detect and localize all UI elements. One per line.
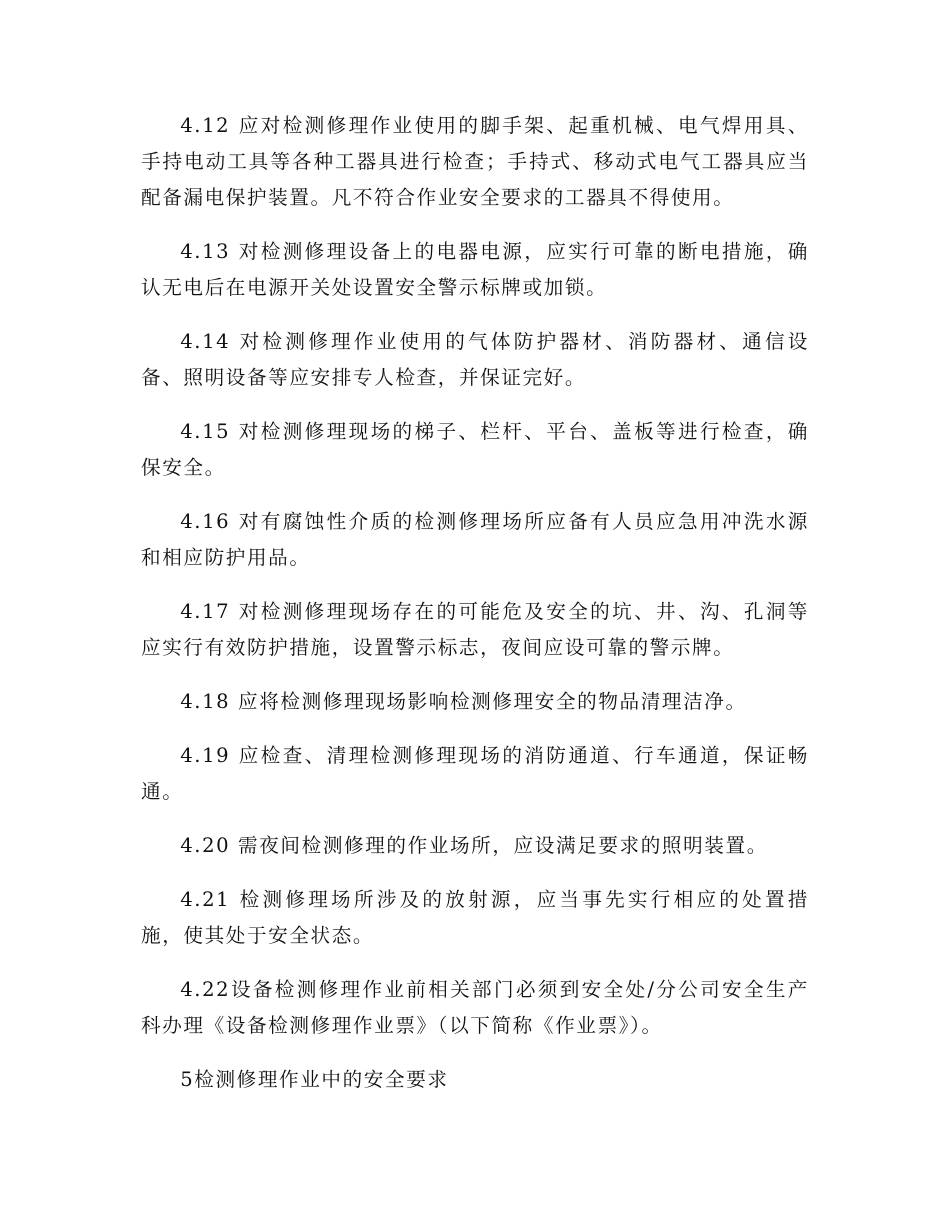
paragraph-4-21: 4.21 检测修理场所涉及的放射源，应当事先实行相应的处置措施，使其处于安全状态。 bbox=[141, 888, 809, 947]
paragraph-4-15: 4.15 对检测修理现场的梯子、栏杆、平台、盖板等进行检查，确保安全。 bbox=[141, 420, 809, 479]
paragraph-4-19: 4.19 应检查、清理检测修理现场的消防通道、行车通道，保证畅通。 bbox=[141, 744, 809, 803]
paragraph-4-16: 4.16 对有腐蚀性介质的检测修理场所应备有人员应急用冲洗水源和相应防护用品。 bbox=[141, 510, 809, 569]
paragraph-4-13: 4.13 对检测修理设备上的电器电源，应实行可靠的断电措施，确认无电后在电源开关处设置安全警示标牌或加锁。 bbox=[141, 240, 809, 299]
document-body bbox=[141, 108, 809, 1116]
paragraph-4-14: 4.14 对检测修理作业使用的气体防护器材、消防器材、通信设备、照明设备等应安排专人检查，并保证完好。 bbox=[141, 330, 809, 389]
section-heading: 5检测修理作业中的安全要求 bbox=[180, 1068, 449, 1091]
paragraph-4-20: 4.20 需夜间检测修理的作业场所，应设满足要求的照明装置。 bbox=[180, 834, 768, 857]
paragraph-4-18: 4.18 应将检测修理现场影响检测修理安全的物品清理洁净。 bbox=[180, 690, 747, 713]
paragraph-4-22: 4.22设备检测修理作业前相关部门必须到安全处/分公司安全生产科办理《设备检测修理作业票》（以下简称《作业票》）。 bbox=[141, 978, 809, 1037]
paragraph-4-12: 4.12 应对检测修理作业使用的脚手架、起重机械、电气焊用具、手持电动工具等各种工器具进行检查；手持式、移动式电气工器具应当配备漏电保护装置。凡不符合作业安全要求的工器具不得使用。 bbox=[141, 114, 809, 209]
paragraph-4-17: 4.17 对检测修理现场存在的可能危及安全的坑、井、沟、孔洞等应实行有效防护措施，设置警示标志，夜间应设可靠的警示牌。 bbox=[141, 600, 809, 659]
